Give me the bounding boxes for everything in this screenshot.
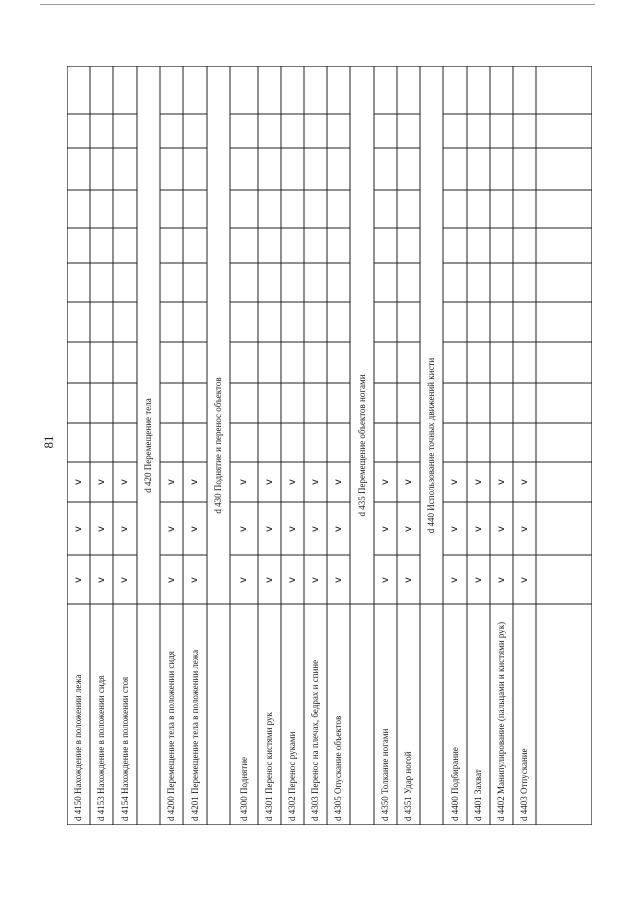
- check-mark: v: [309, 576, 321, 583]
- section-heading: d 435 Перемещение объектов ногами: [356, 374, 367, 517]
- table-row-label: d 4400 Подбирание: [449, 747, 460, 821]
- check-mark: v: [379, 479, 391, 485]
- check-mark: v: [518, 479, 530, 485]
- check-mark: v: [449, 525, 460, 532]
- check-mark: v: [119, 525, 130, 532]
- table-row-label: d 4350 Толкание ногами: [380, 728, 390, 821]
- table-row-label: d 4401 Захват: [473, 769, 483, 821]
- table-row-label: d 4153 Нахождение в положении сидя: [96, 675, 106, 821]
- check-mark: v: [238, 525, 249, 532]
- table-row-label: d 4300 Поднятие: [238, 756, 249, 821]
- check-mark: v: [263, 576, 275, 583]
- check-mark: v: [189, 479, 200, 485]
- check-mark: v: [119, 576, 130, 583]
- check-mark: v: [379, 525, 391, 532]
- check-mark: v: [472, 576, 484, 583]
- check-mark: v: [332, 479, 344, 485]
- check-mark: v: [402, 576, 414, 583]
- check-mark: v: [119, 479, 130, 485]
- check-mark: v: [238, 576, 249, 583]
- check-mark: v: [238, 479, 249, 485]
- table-row-label: d 4302 Перенос руками: [287, 731, 297, 821]
- table-row-label: d 4301 Перенос кистями рук: [264, 712, 274, 821]
- check-mark: v: [518, 576, 530, 583]
- section-heading: d 430 Поднятие и перенос объектов: [213, 377, 223, 514]
- check-mark: v: [286, 576, 298, 583]
- check-mark: v: [309, 479, 321, 485]
- table-row-label: d 4201 Перемещение тела в положении лежа: [189, 649, 200, 821]
- check-mark: v: [72, 479, 84, 485]
- check-mark: v: [472, 479, 484, 485]
- check-mark: v: [332, 525, 344, 532]
- section-heading: d 420 Перемещение тела: [143, 398, 153, 493]
- check-mark: v: [95, 479, 107, 485]
- check-mark: v: [165, 525, 177, 532]
- table-row-label: d 4150 Нахождение в положении лежа: [73, 674, 83, 821]
- check-mark: v: [95, 576, 107, 583]
- check-mark: v: [263, 479, 275, 485]
- table-row-label: d 4351 Удар ногой: [403, 751, 413, 821]
- table-row-label: d 4403 Отпускание: [519, 748, 529, 821]
- check-mark: v: [402, 479, 414, 485]
- check-mark: v: [332, 576, 344, 583]
- table-row-label: d 4154 Нахождение в положении стоя: [119, 676, 130, 821]
- check-mark: v: [495, 479, 507, 485]
- check-mark: v: [495, 525, 507, 532]
- check-mark: v: [165, 479, 177, 485]
- page-number: 81: [41, 435, 56, 449]
- check-mark: v: [309, 525, 321, 532]
- check-mark: v: [449, 479, 460, 485]
- check-mark: v: [95, 525, 107, 532]
- check-mark: v: [449, 576, 460, 583]
- check-mark: v: [379, 576, 391, 583]
- check-mark: v: [286, 525, 298, 532]
- assessment-table: [67, 66, 592, 825]
- check-mark: v: [518, 525, 530, 532]
- check-mark: v: [72, 576, 84, 583]
- check-mark: v: [495, 576, 507, 583]
- section-heading: d 440 Использование точных движений кисти: [426, 357, 436, 534]
- check-mark: v: [189, 525, 200, 532]
- table-row-label: d 4402 Манипулирование (пальцами и кистями рук): [496, 621, 506, 821]
- check-mark: v: [165, 576, 177, 583]
- table-row-label: d 4200 Перемещение тела в положении сидя: [166, 651, 176, 821]
- top-rule: [40, 4, 595, 5]
- check-mark: v: [189, 576, 200, 583]
- check-mark: v: [72, 525, 84, 532]
- table-row-label: d 4303 Перенос на плечах, бедрах и спине: [310, 659, 320, 821]
- table-row-label: d 4305 Опускание объектов: [333, 715, 343, 821]
- check-mark: v: [286, 479, 298, 485]
- check-mark: v: [263, 525, 275, 532]
- check-mark: v: [402, 525, 414, 532]
- check-mark: v: [472, 525, 484, 532]
